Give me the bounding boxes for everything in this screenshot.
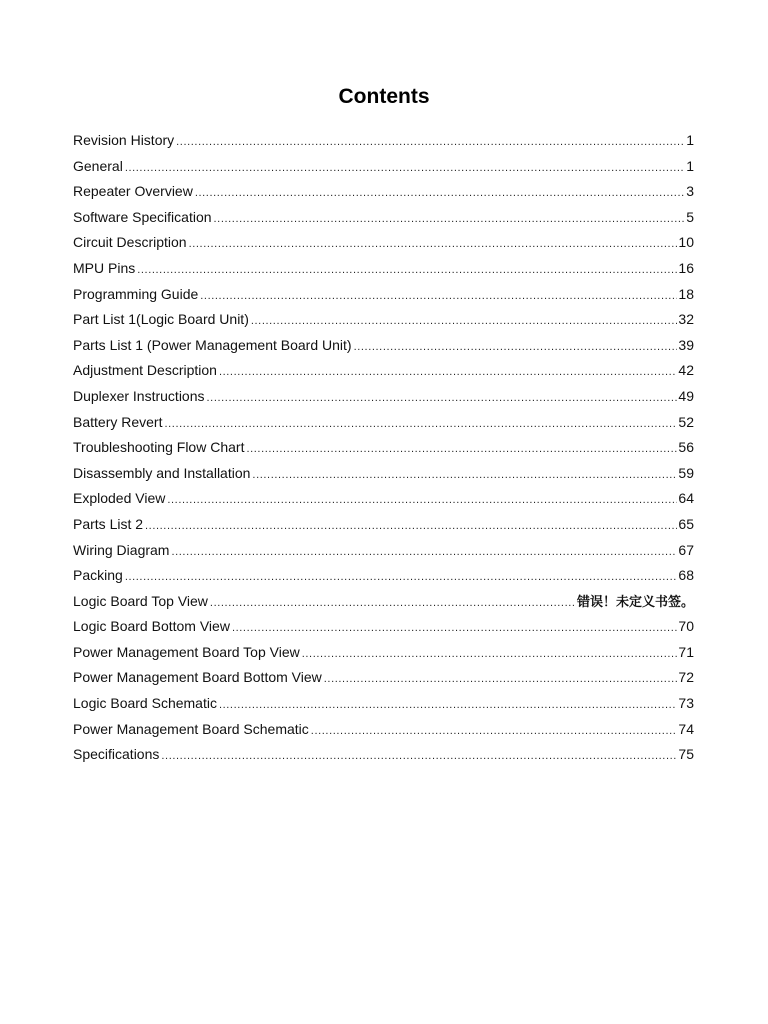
toc-entry-page: 68 bbox=[678, 567, 694, 584]
toc-entry-page: 67 bbox=[678, 541, 694, 558]
toc-dot-leader bbox=[210, 591, 576, 617]
toc-entry-title: Software Specification bbox=[73, 208, 212, 225]
toc-dot-leader bbox=[164, 412, 677, 438]
toc-dot-leader bbox=[252, 463, 677, 489]
toc-dot-leader bbox=[145, 514, 677, 540]
toc-entry-page: 73 bbox=[678, 695, 694, 712]
toc-entry[interactable] bbox=[73, 538, 694, 564]
toc-dot-leader bbox=[251, 309, 678, 335]
toc-entry-title: Troubleshooting Flow Chart bbox=[73, 439, 245, 456]
toc-dot-leader bbox=[246, 437, 677, 463]
toc-entry-page: 错误！未定义书签。 bbox=[576, 594, 694, 610]
toc-entry-title: Programming Guide bbox=[73, 285, 199, 302]
toc-entry-title: Power Management Board Top View bbox=[73, 643, 300, 660]
toc-entry-title: Disassembly and Installation bbox=[73, 464, 251, 481]
toc-entry-page: 70 bbox=[678, 618, 694, 635]
toc-entry[interactable] bbox=[73, 512, 694, 538]
toc-dot-leader bbox=[354, 335, 678, 361]
toc-entry-page: 59 bbox=[678, 464, 694, 481]
toc-dot-leader bbox=[189, 232, 678, 258]
toc-entry-title: Repeater Overview bbox=[73, 183, 193, 200]
toc-dot-leader bbox=[207, 386, 678, 412]
toc-entry[interactable] bbox=[73, 486, 694, 512]
toc-entry-title: Power Management Board Bottom View bbox=[73, 669, 322, 686]
toc-entry[interactable] bbox=[73, 358, 694, 384]
toc-entry-page: 72 bbox=[678, 669, 694, 686]
toc-entry[interactable] bbox=[73, 384, 694, 410]
table-of-contents bbox=[73, 128, 694, 768]
toc-entry[interactable] bbox=[73, 333, 694, 359]
toc-dot-leader bbox=[200, 284, 677, 310]
toc-entry-page: 1 bbox=[686, 132, 694, 148]
toc-entry[interactable] bbox=[73, 128, 694, 154]
toc-entry-page: 49 bbox=[678, 387, 694, 404]
toc-entry-title: Parts List 2 bbox=[73, 515, 144, 532]
toc-entry-title: Part List 1(Logic Board Unit) bbox=[73, 311, 249, 328]
toc-entry-page: 5 bbox=[686, 208, 694, 225]
toc-dot-leader bbox=[311, 719, 678, 745]
toc-entry[interactable] bbox=[73, 154, 694, 180]
toc-entry-page: 1 bbox=[686, 157, 694, 174]
toc-entry[interactable] bbox=[73, 410, 694, 436]
toc-entry[interactable] bbox=[73, 435, 694, 461]
toc-dot-leader bbox=[125, 156, 685, 182]
toc-entry-page: 3 bbox=[686, 183, 694, 200]
toc-entry[interactable] bbox=[73, 691, 694, 717]
toc-entry-title: Specifications bbox=[73, 746, 160, 763]
toc-entry-title: General bbox=[73, 157, 123, 174]
toc-entry[interactable] bbox=[73, 205, 694, 231]
toc-entry-page: 74 bbox=[678, 720, 694, 737]
toc-entry[interactable] bbox=[73, 742, 694, 768]
toc-entry-title: Logic Board Bottom View bbox=[73, 618, 230, 635]
toc-dot-leader bbox=[176, 130, 685, 156]
toc-entry[interactable] bbox=[73, 307, 694, 333]
toc-dot-leader bbox=[167, 488, 677, 514]
toc-dot-leader bbox=[219, 693, 677, 719]
toc-dot-leader bbox=[195, 181, 685, 207]
toc-entry-title: Circuit Description bbox=[73, 234, 187, 251]
toc-dot-leader bbox=[219, 360, 677, 386]
toc-entry-title: Adjustment Description bbox=[73, 362, 217, 379]
toc-entry-page: 71 bbox=[678, 643, 694, 660]
toc-entry-title: Power Management Board Schematic bbox=[73, 720, 309, 737]
toc-entry-title: Battery Revert bbox=[73, 413, 163, 430]
toc-entry-page: 42 bbox=[678, 362, 694, 379]
toc-entry-page: 52 bbox=[678, 413, 694, 430]
toc-entry-title: Logic Board Top View bbox=[73, 592, 208, 609]
toc-entry-title: Exploded View bbox=[73, 490, 166, 507]
toc-dot-leader bbox=[214, 207, 686, 233]
toc-entry-page: 16 bbox=[678, 259, 694, 276]
toc-entry-title: Packing bbox=[73, 567, 123, 584]
toc-entry[interactable] bbox=[73, 589, 694, 615]
toc-entry-page: 32 bbox=[678, 311, 694, 328]
toc-dot-leader bbox=[137, 258, 677, 284]
toc-entry-title: MPU Pins bbox=[73, 259, 136, 276]
toc-entry-page: 75 bbox=[678, 746, 694, 763]
toc-entry[interactable] bbox=[73, 230, 694, 256]
toc-entry[interactable] bbox=[73, 256, 694, 282]
toc-dot-leader bbox=[232, 616, 677, 642]
toc-entry-title: Revision History bbox=[73, 132, 175, 148]
toc-entry-page: 18 bbox=[678, 285, 694, 302]
toc-entry-title: Logic Board Schematic bbox=[73, 695, 217, 712]
toc-entry-page: 56 bbox=[678, 439, 694, 456]
toc-entry[interactable] bbox=[73, 282, 694, 308]
toc-entry[interactable] bbox=[73, 614, 694, 640]
toc-dot-leader bbox=[161, 744, 677, 770]
toc-dot-leader bbox=[125, 565, 678, 591]
toc-entry[interactable] bbox=[73, 665, 694, 691]
toc-entry[interactable] bbox=[73, 640, 694, 666]
toc-entry-page: 39 bbox=[678, 336, 694, 353]
toc-dot-leader bbox=[324, 667, 678, 693]
toc-dot-leader bbox=[302, 642, 678, 668]
toc-entry-title: Duplexer Instructions bbox=[73, 387, 205, 404]
toc-entry[interactable] bbox=[73, 179, 694, 205]
toc-entry-title: Wiring Diagram bbox=[73, 541, 170, 558]
page-title: Contents bbox=[338, 85, 430, 108]
toc-entry[interactable] bbox=[73, 563, 694, 589]
toc-dot-leader bbox=[171, 540, 677, 566]
toc-entry-page: 64 bbox=[678, 490, 694, 507]
toc-entry-page: 65 bbox=[678, 515, 694, 532]
toc-entry[interactable] bbox=[73, 717, 694, 743]
toc-entry-page: 10 bbox=[678, 234, 694, 251]
toc-entry-title: Parts List 1 (Power Management Board Unit) bbox=[73, 336, 352, 353]
toc-entry[interactable] bbox=[73, 461, 694, 487]
